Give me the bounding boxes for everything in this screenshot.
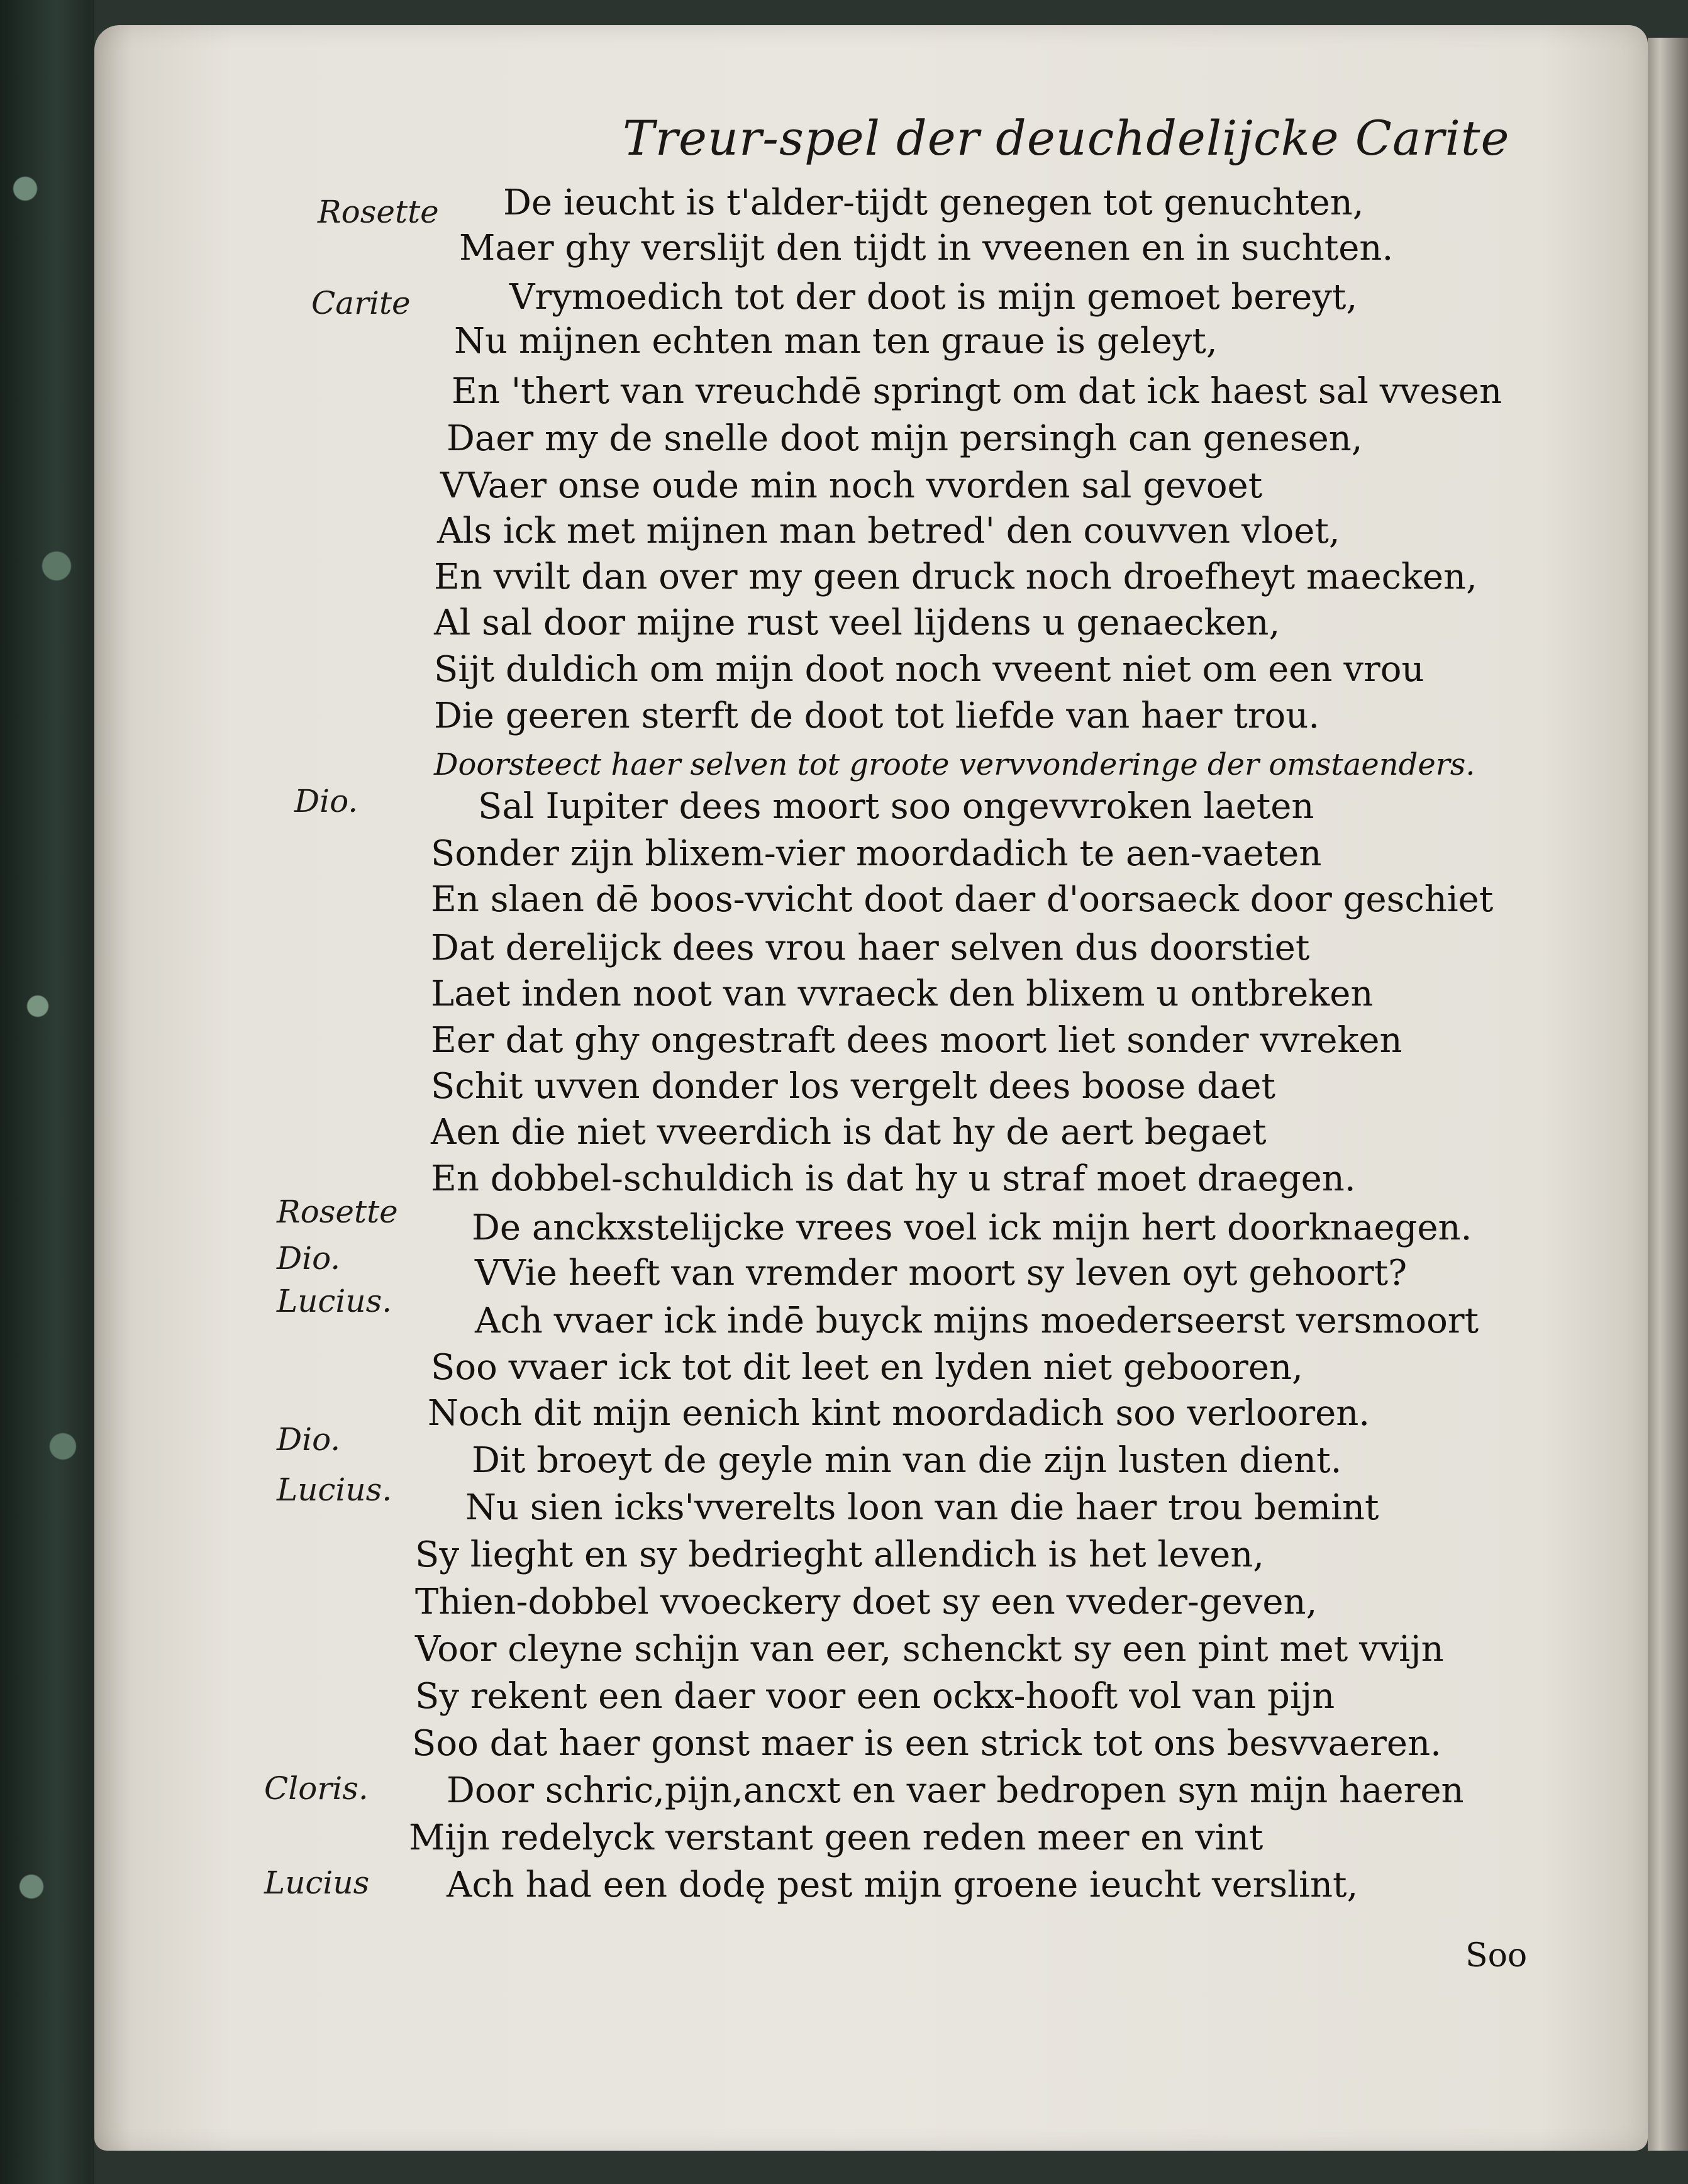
verse-line: Mijn redelyck verstant geen reden meer en vint (409, 1817, 1263, 1858)
verse-line: Ach had een dodę pest mijn groene ieucht verslint, (447, 1865, 1358, 1905)
verse-line: Sonder zijn blixem-vier moordadich te aen-vaeten (431, 833, 1322, 874)
verse-line: Als ick met mijnen man betred' den couvven vloet, (437, 511, 1340, 552)
verse-line: Sal Iupiter dees moort soo ongevvroken laeten (478, 786, 1314, 827)
running-head: Treur-spel der deuchdelijcke Carite (623, 110, 1510, 166)
verse-line: En dobbel-schuldich is dat hy u straf moet draegen. (431, 1158, 1356, 1199)
verse-line: Schit uvven donder los vergelt dees boose daet (431, 1066, 1275, 1107)
verse-line: Vrymoedich tot der doot is mijn gemoet bereyt, (509, 277, 1358, 318)
verse-line: Maer ghy verslijt den tijdt in vveenen en in suchten. (459, 228, 1394, 269)
verse-line: Al sal door mijne rust veel lijdens u genaecken, (434, 602, 1280, 643)
verse-line: Nu sien icks'vverelts loon van die haer trou bemint (465, 1487, 1379, 1528)
speaker-label: Dio. (294, 783, 358, 819)
verse-line: En vvilt dan over my geen druck noch droefheyt maecken, (434, 557, 1477, 597)
speaker-label: Lucius (264, 1865, 370, 1901)
verse-line: De anckxstelijcke vrees voel ick mijn hert doorknaegen. (472, 1207, 1472, 1248)
verse-line: De ieucht is t'alder-tijdt genegen tot genuchten, (503, 182, 1364, 223)
verse-line: Dat derelijck dees vrou haer selven dus doorstiet (431, 928, 1310, 968)
speaker-label: Cloris. (264, 1770, 369, 1807)
verse-line: Eer dat ghy ongestraft dees moort liet sonder vvreken (431, 1020, 1402, 1061)
verse-line: Sy rekent een daer voor een ockx-hooft vol van pijn (415, 1676, 1335, 1717)
speaker-label: Carite (311, 285, 411, 321)
catchword: Soo (1465, 1937, 1528, 1975)
page-edges-right (1648, 38, 1688, 2151)
verse-line: Die geeren sterft de doot tot liefde van haer trou. (434, 696, 1320, 736)
verse-line: Nu mijnen echten man ten graue is geleyt, (454, 321, 1218, 362)
speaker-label: Lucius. (277, 1283, 392, 1319)
verse-line: Ach vvaer ick indē buyck mijns moederseerst versmoort (475, 1300, 1479, 1341)
verse-line: Aen die niet vveerdich is dat hy de aert begaet (431, 1112, 1267, 1153)
verse-line: VVaer onse oude min noch vvorden sal gevoet (440, 465, 1263, 506)
verse-line: Dit broeyt de geyle min van die zijn lusten dient. (472, 1440, 1342, 1481)
speaker-label: Dio. (277, 1421, 341, 1458)
speaker-label: Lucius. (277, 1472, 392, 1508)
verse-line: Sy lieght en sy bedrieght allendich is het leven, (415, 1534, 1265, 1575)
verse-line: Noch dit mijn eenich kint moordadich soo verlooren. (428, 1393, 1370, 1434)
verse-line: Door schric,pijn,ancxt en vaer bedropen syn mijn haeren (447, 1770, 1464, 1811)
verse-line: Daer my de snelle doot mijn persingh can genesen, (447, 418, 1363, 459)
speaker-label: Dio. (277, 1240, 341, 1277)
verse-line: Sijt duldich om mijn doot noch vveent niet om een vrou (434, 649, 1424, 690)
stage-direction: Doorsteect haer selven tot groote vervvonderinge der omstaenders. (434, 747, 1475, 782)
verse-line: Soo dat haer gonst maer is een strick tot ons besvvaeren. (412, 1723, 1441, 1764)
verse-line: Laet inden noot van vvraeck den blixem u ontbreken (431, 973, 1374, 1014)
speaker-label: Rosette (277, 1194, 398, 1230)
verse-line: En 'thert van vreuchdē springt om dat ick haest sal vvesen (452, 371, 1502, 412)
verse-line: Soo vvaer ick tot dit leet en lyden niet gebooren, (431, 1347, 1303, 1388)
speaker-label: Rosette (318, 194, 439, 230)
verse-line: VVie heeft van vremder moort sy leven oyt gehoort? (475, 1253, 1408, 1294)
book-cover-left (0, 0, 94, 2184)
verse-line: Thien-dobbel vvoeckery doet sy een vveder-geven, (415, 1582, 1318, 1622)
verse-line: Voor cleyne schijn van eer, schenckt sy een pint met vvijn (415, 1629, 1444, 1670)
verse-line: En slaen dē boos-vvicht doot daer d'oorsaeck door geschiet (431, 879, 1494, 920)
